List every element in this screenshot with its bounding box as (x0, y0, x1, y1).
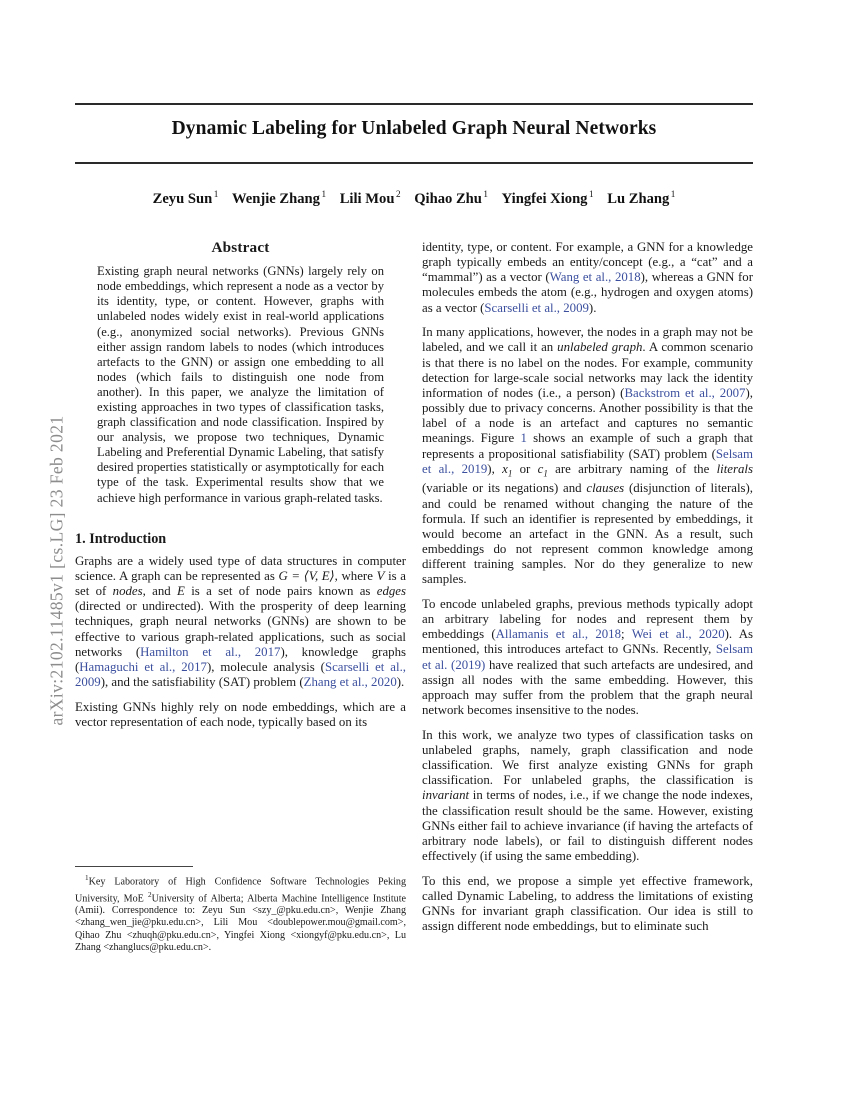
author-name: Lili Mou (339, 190, 395, 207)
footnote-marker-1: 1 (85, 874, 89, 882)
text-run: , Yingfei Xiong (216, 929, 291, 941)
text-run: or (512, 461, 538, 476)
text-run: University of Alberta; Alberta Machine Intelligence Institute (Amii). Correspondence to: Zeyu Sun (75, 892, 406, 917)
author-name: Wenjie Zhang (231, 190, 320, 207)
author-affiliation-marker: 1 (483, 189, 489, 199)
right-paragraph-3 (422, 597, 753, 718)
footnote-marker-2: 2 (148, 890, 152, 899)
citation-link[interactable]: Hamaguchi et al., 2017 (79, 659, 207, 674)
math-x-subscript: 1 (507, 468, 513, 479)
author-entry (414, 191, 488, 207)
page-title: Dynamic Labeling for Unlabeled Graph Neural Networks (171, 118, 657, 139)
text-run: (disjunction of literals), and could be renamed without changing the nature of the formula. If such an identifier is represented by embeddings, it would become an artefact in the GNN. As a result, such embeddings do not represent common knowledge among different training samples. Nor do they generalize to new samples. (422, 481, 753, 587)
text-run: shows an example of such a graph that represents a propositional satisfiability (SAT) problem ( (422, 431, 753, 461)
text-run: In many applications, however, the nodes in a graph may not be labeled, and we call it an (422, 325, 753, 355)
citation-link[interactable]: Allamanis et al., 2018 (495, 627, 622, 642)
text-run: ), (487, 461, 503, 476)
arxiv-stamp: arXiv:2102.11485v1 [cs.LG] 23 Feb 2021 (46, 415, 67, 726)
citation-link[interactable]: Wei et al., 2020 (631, 627, 725, 642)
author-affiliation-marker: 1 (321, 189, 327, 199)
title-rule-bottom (75, 162, 753, 164)
right-paragraph-4 (422, 728, 753, 864)
math-E: E (177, 584, 185, 599)
left-column (75, 240, 406, 740)
text-run: ), whereas a GNN for molecules embeds the atom (e.g., hydrogen and oxygen atoms) as a vector ( (422, 270, 753, 315)
author-entry (607, 191, 675, 207)
text-run: (directed or undirected). With the prosperity of deep learning techniques, graph neural networks (GNNs) are shown to be effective to various graph-related applications, such as social networks ( (75, 599, 406, 659)
math-c-subscript: 1 (543, 468, 548, 479)
citation-link[interactable]: Wang et al., 2018 (549, 270, 641, 285)
text-run: . (208, 941, 212, 953)
emphasis-nodes: nodes (112, 584, 143, 599)
citation-link[interactable]: Selsam et al., 2019 (422, 446, 753, 476)
text-run: ), and the satisfiability (SAT) problem ( (100, 675, 304, 690)
author-list (75, 189, 753, 208)
text-run: ). As mentioned, this introduces artefact to GNNs. Recently, (422, 627, 753, 657)
math-c: c (537, 461, 544, 476)
text-run: have realized that such artefacts are undesired, and assign all nodes with the same embedding. However, this approach may suffer from the problem that the graph neural network becomes insensitive to the nodes. (422, 657, 754, 718)
author-entry (502, 191, 594, 207)
author-name: Zeyu Sun (152, 190, 213, 207)
email-address[interactable]: <szy_@pku.edu.cn> (252, 905, 336, 917)
text-run: are arbitrary naming of the (547, 461, 717, 476)
math-x: x (502, 461, 508, 476)
text-run: To encode unlabeled graphs, previous methods typically adopt an arbitrary labeling for nodes and represent them by embeddings ( (422, 597, 753, 642)
text-run: ), possibly due to privacy concerns. Another possibility is that the label of a node is an artefact and captures no semantic meanings. Figure (422, 385, 753, 446)
text-run: ), molecule analysis ( (206, 659, 325, 674)
right-paragraph-2 (422, 325, 753, 587)
right-column (422, 240, 753, 944)
text-run: , where (334, 568, 377, 583)
text-run: ). (396, 675, 405, 690)
text-run: , Lili Mou (201, 917, 268, 929)
author-affiliation-marker: 1 (670, 189, 676, 199)
intro-paragraph-2: Existing GNNs highly rely on node embeddings, which are a vector representation of each node, typically based on its (75, 699, 406, 729)
text-run: is a set of (75, 568, 406, 599)
citation-link[interactable]: Hamilton et al., 2017 (140, 644, 281, 659)
citation-link[interactable]: Selsam et al. (2019) (422, 642, 753, 672)
author-entry (232, 191, 326, 207)
text-run: . A common scenario is that there is no label on the nodes. For example, community detection for large-scale social networks may lack the identity information of nodes (i.e., a person) ( (422, 340, 753, 400)
abstract-paragraph: Existing graph neural networks (GNNs) largely rely on node embeddings, which represent a node as a vector by its identity, type, or content. However, graphs with unlabeled nodes widely exist in real-world applications (e.g., anonymized social networks). Previous GNNs either assign random labels to nodes (which introduces artefacts to the GNN) or assign one embedding to all nodes (which fails to distinguish one node from another). In this paper, we analyze the limitation of existing approaches in two types of classification tasks, graph classification and node classification. Inspired by our analysis, we propose two techniques, Dynamic Labeling and Preferential Dynamic Labeling, that satisfy desired properties statistically or asymptotically for each type of the task. Experimental results show that we achieve high performance in various graph-related tasks. (97, 264, 384, 505)
text-run: ; (621, 627, 632, 642)
section-heading-introduction: 1. Introduction (75, 530, 167, 547)
text-run: In this work, we analyze two types of classification tasks on unlabeled graphs, namely, graph classification and node classification. We first analyze existing GNNs for graph classification. For unlabeled graphs, the classification is (422, 727, 753, 788)
citation-link[interactable]: Scarselli et al., 2009 (484, 300, 589, 315)
text-run: (variable or its negations) and (422, 481, 587, 496)
math-V: V (376, 568, 385, 583)
author-name: Lu Zhang (607, 190, 670, 207)
right-paragraph-1 (422, 240, 753, 316)
emphasis-edges: edges (376, 584, 406, 599)
citation-link[interactable]: Zhang et al., 2020 (303, 675, 397, 690)
email-address[interactable]: <zhanglucs@pku.edu.cn> (103, 941, 209, 953)
right-paragraph-5: To this end, we propose a simple yet effective framework, called Dynamic Labeling, to address the limitations of existing GNNs for invariant graph classification. Our idea is still to assign different node embeddings, but to eliminate such (422, 873, 753, 934)
author-affiliation-marker: 1 (213, 189, 219, 199)
figure-reference-link[interactable]: 1 (520, 431, 527, 446)
footnote-separator (75, 866, 193, 867)
text-run: ), knowledge graphs ( (75, 644, 406, 674)
text-run: , Qihao Zhu (75, 917, 406, 941)
text-run: in terms of nodes, i.e., if we change the node indexes, the classification result should be the same. However, existing GNNs either fail to achieve invariance (if having the artefacts of arbitrary node labels), or fail to distinguish different nodes effectively (if using the same embedding). (422, 788, 753, 863)
math-graph-definition: G = ⟨V, E⟩ (278, 568, 335, 583)
author-affiliation-marker: 2 (395, 189, 401, 199)
text-run: Graphs are a widely used type of data structures in computer science. A graph can be represented as (75, 553, 406, 583)
emphasis-invariant: invariant (422, 788, 470, 803)
intro-paragraph-1 (75, 554, 406, 690)
footnote-text (75, 872, 406, 954)
email-address[interactable]: <xiongyf@pku.edu.cn> (290, 929, 387, 941)
title-rule-top (75, 103, 753, 105)
abstract-heading: Abstract (211, 239, 270, 256)
author-name: Qihao Zhu (414, 190, 482, 207)
email-address[interactable]: <doublepower.mou@gmail.com> (267, 917, 404, 929)
text-run: ). (588, 300, 597, 315)
author-entry (153, 191, 219, 207)
text-run: , Lu Zhang (75, 929, 406, 953)
text-run: is a set of node pairs known as (184, 584, 377, 599)
text-run: , and (142, 584, 178, 599)
text-run: identity, type, or content. For example, a GNN for a knowledge graph typically embeds an entity/concept (e.g., a “cat” and a “mammal”) as a vector ( (422, 240, 753, 285)
author-name: Yingfei Xiong (501, 190, 588, 207)
author-entry (340, 191, 401, 207)
emphasis-unlabeled-graph: unlabeled graph (557, 340, 643, 355)
emphasis-clauses: clauses (586, 481, 625, 496)
email-address[interactable]: <zhuqh@pku.edu.cn> (126, 929, 217, 941)
text-run: Key Laboratory of High Confidence Software Technologies Peking University, MoE (75, 876, 406, 904)
abstract-body (97, 264, 384, 506)
text-run: , Wenjie Zhang (335, 905, 406, 917)
email-address[interactable]: <zhang_wen_jie@pku.edu.cn> (75, 917, 202, 929)
emphasis-literals: literals (716, 461, 753, 476)
footnote-block (75, 872, 406, 954)
citation-link[interactable]: Backstrom et al., 2007 (624, 385, 746, 400)
author-affiliation-marker: 1 (588, 189, 594, 199)
citation-link[interactable]: Scarselli et al., 2009 (75, 659, 407, 690)
